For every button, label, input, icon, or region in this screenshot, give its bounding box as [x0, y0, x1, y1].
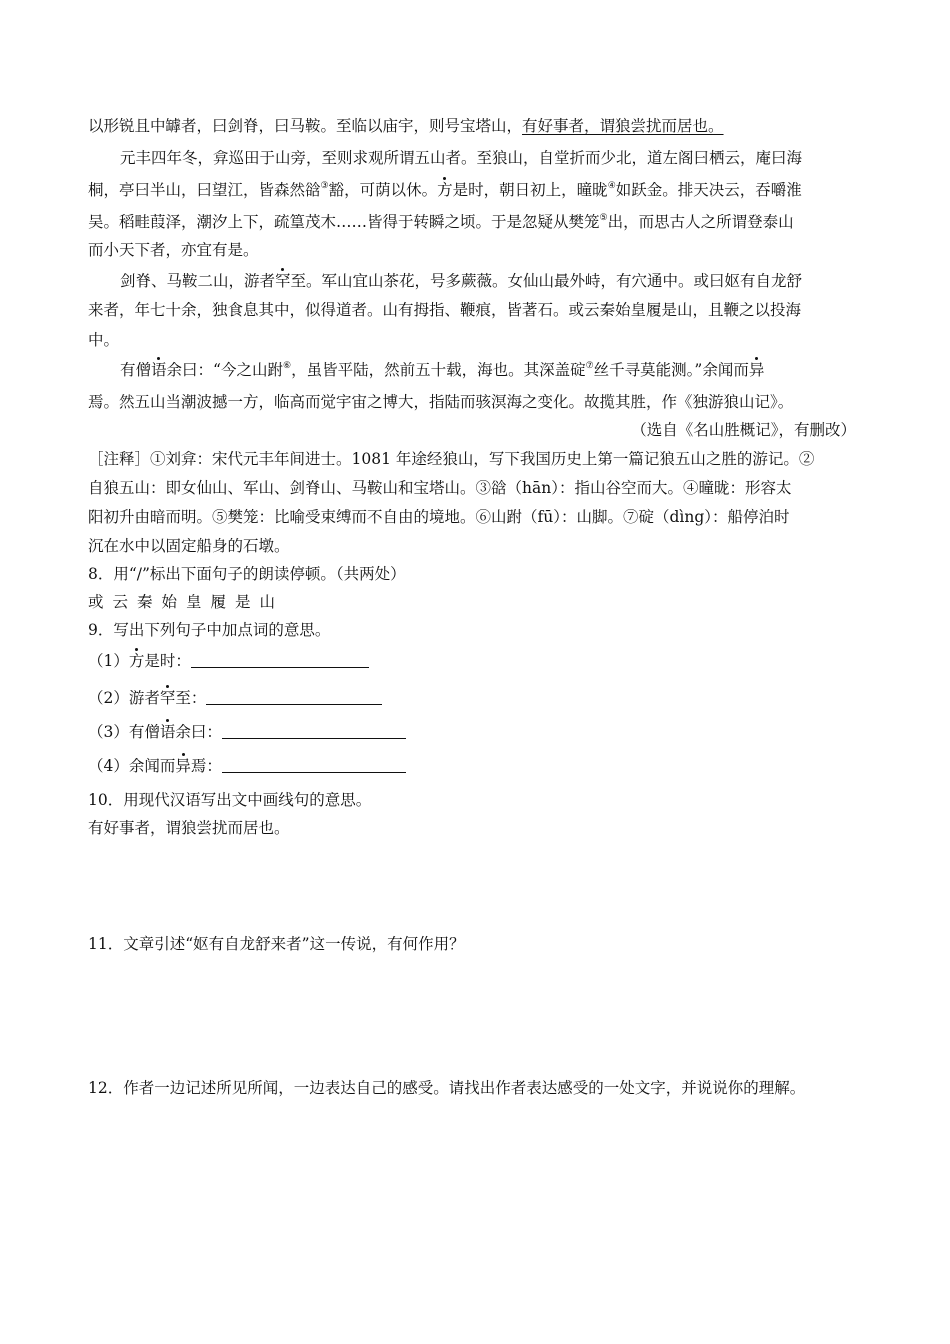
- notes-line-4: 沉在水中以固定船身的石墩。: [88, 537, 290, 555]
- passage-text: 如跃金。排天决云，吞嚼淮: [615, 181, 802, 199]
- glossed-word: 曈昽: [576, 181, 608, 199]
- passage-line-9: [120, 360, 764, 380]
- underlined-sentence: 有好事者，谓狼尝扰而居也。: [522, 117, 724, 135]
- item-label: 至：: [175, 689, 207, 707]
- passage-text: 丝千寻莫能测。”余闻而: [593, 361, 749, 379]
- passage-text: 豁: [328, 181, 345, 199]
- passage-text: ，虽皆平陆，然前五十载，海也。其深盖: [291, 361, 571, 379]
- passage-text: 而小天下者，亦宜有是。: [88, 241, 259, 259]
- passage-text: 是时，朝日初上，: [452, 181, 577, 199]
- question-9: 9．写出下列句子中加点词的意思。: [88, 621, 331, 639]
- passage-text: 吴。稻畦葭泽，潮汐上下，疏篁茂木……皆得于转瞬之顷。于是忽疑从樊笼: [88, 213, 600, 231]
- item-label: （4）余闻而: [88, 757, 176, 775]
- q9-item-3: [88, 722, 406, 742]
- passage-text: 焉。然五山当潮波撼一方，临高而觉宇宙之博大，指陆而骇溟海之变化。故揽其胜，作《独游狼山记》。: [88, 393, 794, 411]
- glossed-word: 碇: [570, 361, 586, 379]
- passage-text: 元丰四年冬，: [120, 149, 214, 167]
- passage-text: 余曰：“今之山: [166, 361, 268, 379]
- passage-text: 有僧: [120, 361, 152, 379]
- q9-item-1: [88, 651, 369, 671]
- answer-blank[interactable]: [206, 688, 382, 705]
- answer-blank[interactable]: [222, 756, 406, 773]
- passage-line-2: [120, 148, 802, 168]
- passage-text: 桐，亭曰半山，曰望江，皆森然: [88, 181, 306, 199]
- q10-sentence: 有好事者，谓狼尝扰而居也。: [88, 819, 290, 837]
- passage-text: 出，而思古人之所谓登泰山: [607, 213, 794, 231]
- footnote-marker: ④: [607, 181, 616, 191]
- item-label: 是时：: [144, 652, 191, 670]
- passage-text: 至。军山宜山茶花，号多蕨薇。女仙山最外峙，有穴通中。或曰妪有自龙舒: [290, 272, 803, 290]
- item-label: （2）游者: [88, 689, 160, 707]
- passage-text: 巡田于山旁，至则求观所谓五山者。至狼山，自堂折而少北，道左阁曰栖云，庵曰海: [228, 149, 803, 167]
- answer-blank[interactable]: [222, 722, 406, 739]
- item-label: （3）有僧: [88, 723, 160, 741]
- passage-line-6: [120, 271, 802, 291]
- notes-line-2: 自狼五山：即女仙山、军山、剑脊山、马鞍山和宝塔山。③谽（hān）：指山谷空而大。④曈昽：形容太: [88, 479, 792, 497]
- passage-text: 来者，年七十余，独食息其中，似得道者。山有拇指、鞭痕，皆著石。或云秦始皇履是山，且鞭之以投海: [88, 301, 802, 319]
- passage-line-10: [88, 392, 793, 412]
- dotted-word: 方: [128, 652, 145, 670]
- passage-line-4: [88, 212, 794, 232]
- notes-line-3: 阳初升由暗而明。⑤樊笼：比喻受束缚而不自由的境地。⑥山跗（fū）：山脚。⑦碇（dìng）：船停泊时: [88, 508, 790, 526]
- author-name: 弇: [213, 149, 229, 167]
- dotted-word: 异: [175, 757, 191, 775]
- passage-line-8: [88, 330, 119, 350]
- item-label: 余曰：: [175, 723, 222, 741]
- dotted-word: 方: [437, 181, 453, 199]
- passage-text: ，可荫以休。: [344, 181, 438, 199]
- q9-item-4: [88, 756, 406, 776]
- passage-text: 以形锐且中罅者，曰剑脊，曰马鞍。至临以庙宇，则号宝塔山，: [88, 117, 523, 135]
- dotted-word: 罕: [159, 689, 176, 707]
- q9-item-2: [88, 688, 382, 708]
- passage-line-7: [88, 300, 801, 320]
- question-12: 12．作者一边记述所见所闻，一边表达自己的感受。请找出作者表达感受的一处文字，并说说你的理解。: [88, 1079, 806, 1097]
- question-11: 11．文章引述“妪有自龙舒来者”这一传说，有何作用？: [88, 935, 465, 953]
- passage-text: 中。: [88, 331, 120, 349]
- answer-blank[interactable]: [191, 651, 369, 668]
- dotted-word: 罕: [275, 272, 291, 290]
- footnote-marker: ③: [320, 181, 329, 191]
- q8-sentence: 或云秦始皇履是山: [88, 593, 285, 611]
- source-citation: （选自《名山胜概记》，有删改）: [631, 421, 856, 439]
- passage-line-1: [88, 116, 724, 136]
- glossed-word: 跗: [267, 361, 283, 379]
- notes-line-1: ［注释］①刘弇：宋代元丰年间进士。1081 年途经狼山，写下我国历史上第一篇记狼五山之胜的游记。②: [88, 450, 815, 468]
- footnote-marker: ⑥: [282, 361, 292, 371]
- item-label: 焉：: [190, 757, 222, 775]
- glossed-word: 谽: [305, 181, 321, 199]
- item-label: （1）: [88, 652, 129, 670]
- footnote-marker: ⑦: [585, 361, 594, 371]
- passage-line-5: [88, 240, 259, 260]
- dotted-word: 语: [151, 361, 167, 379]
- question-8: 8．用“/”标出下面句子的朗读停顿。（共两处）: [88, 565, 406, 583]
- passage-text: 剑脊、马鞍二山，游者: [120, 272, 276, 290]
- dotted-word: 异: [748, 361, 765, 379]
- dotted-word: 语: [159, 723, 176, 741]
- question-10: 10．用现代汉语写出文中画线句的意思。: [88, 791, 372, 809]
- footnote-marker: ⑤: [599, 213, 608, 223]
- passage-line-3: [88, 180, 802, 200]
